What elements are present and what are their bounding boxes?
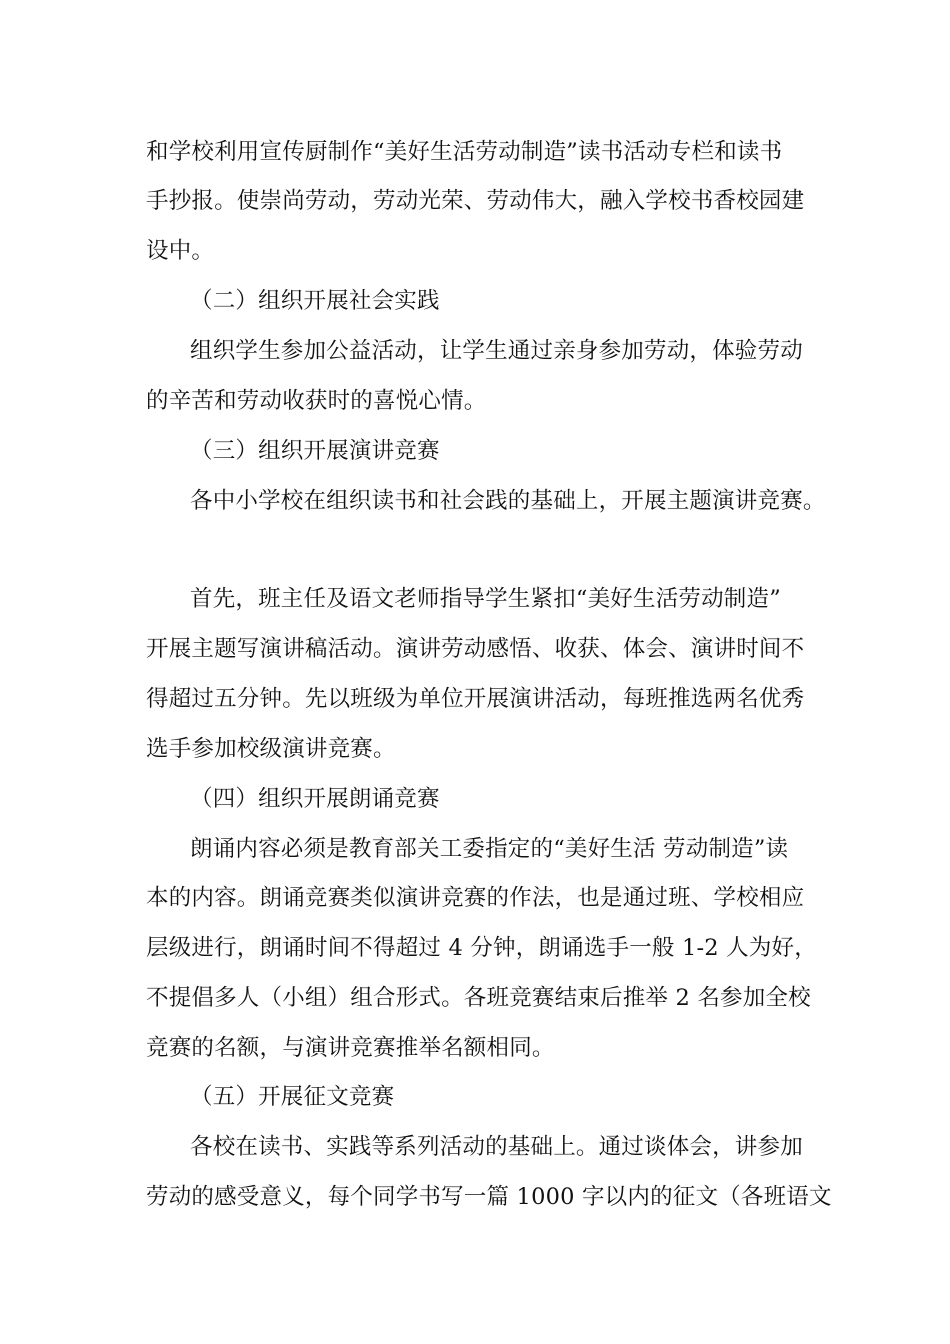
paragraph-line: 手抄报。使崇尚劳动，劳动光荣、劳动伟大，融入学校书香校园建 (146, 188, 805, 214)
paragraph-line: 各中小学校在组织读书和社会践的基础上，开展主题演讲竞赛。 (190, 488, 826, 514)
paragraph-line: 不提倡多人（小组）组合形式。各班竞赛结束后推举 2 名参加全校 (146, 985, 811, 1011)
paragraph-line: 得超过五分钟。先以班级为单位开展演讲活动，每班推选两名优秀 (146, 686, 805, 712)
paragraph-line: 竞赛的名额，与演讲竞赛推举名额相同。 (146, 1035, 555, 1061)
section-heading: （三）组织开展演讲竞赛 (190, 438, 440, 464)
paragraph-line: 劳动的感受意义，每个同学书写一篇 1000 字以内的征文（各班语文 (146, 1184, 832, 1210)
section-heading: （四）组织开展朗诵竞赛 (190, 786, 440, 812)
paragraph-line: 开展主题写演讲稿活动。演讲劳动感悟、收获、体会、演讲时间不 (146, 636, 805, 662)
paragraph-line: 的辛苦和劳动收获时的喜悦心情。 (146, 388, 487, 414)
paragraph-line: 本的内容。朗诵竞赛类似演讲竞赛的作法，也是通过班、学校相应 (146, 885, 805, 911)
paragraph-line: 设中。 (146, 238, 215, 264)
paragraph-line: 朗诵内容必须是教育部关工委指定的“美好生活 劳动制造”读 (190, 836, 789, 862)
paragraph-line: 层级进行，朗诵时间不得超过 4 分钟，朗诵选手一般 1-2 人为好， (146, 935, 817, 961)
section-heading: （五）开展征文竞赛 (190, 1084, 395, 1110)
paragraph-line: 选手参加校级演讲竞赛。 (146, 736, 396, 762)
paragraph-line: 和学校利用宣传厨制作“美好生活劳动制造”读书活动专栏和读书 (146, 139, 783, 165)
paragraph-line: 组织学生参加公益活动，让学生通过亲身参加劳动，体验劳动 (190, 338, 803, 364)
paragraph-line: 各校在读书、实践等系列活动的基础上。通过谈体会，讲参加 (190, 1134, 803, 1160)
section-heading: （二）组织开展社会实践 (190, 288, 440, 314)
paragraph-line: 首先，班主任及语文老师指导学生紧扣“美好生活劳动制造” (190, 586, 781, 612)
